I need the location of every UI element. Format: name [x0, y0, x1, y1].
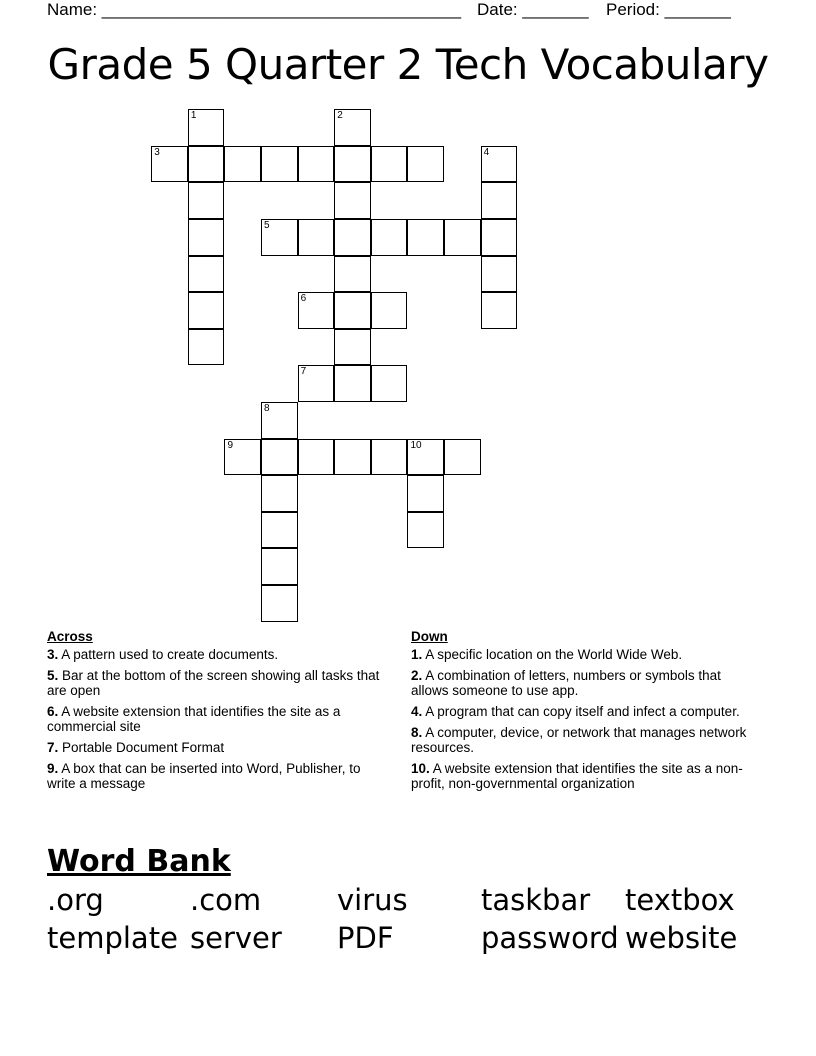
crossword-cell[interactable]	[261, 475, 298, 512]
date-field[interactable]: Date: _______	[477, 0, 589, 19]
crossword-cell[interactable]	[407, 475, 444, 512]
crossword-cell[interactable]	[407, 219, 444, 256]
crossword-cell[interactable]	[371, 219, 408, 256]
crossword-cell[interactable]	[188, 182, 225, 219]
crossword-cell[interactable]	[261, 402, 298, 439]
clue-number: 7	[300, 366, 307, 378]
down-clues	[411, 629, 761, 797]
crossword-cell[interactable]	[298, 146, 335, 183]
crossword-cell[interactable]	[298, 365, 335, 402]
clue-number: 10	[410, 439, 422, 451]
clue-number: 3	[154, 146, 160, 158]
crossword-cell[interactable]	[444, 219, 481, 256]
word-bank-word: password	[481, 921, 619, 955]
clue-item	[47, 740, 392, 755]
clue-text: A program that can copy itself and infect a computer.	[422, 704, 740, 719]
crossword-cell[interactable]	[407, 512, 444, 549]
crossword-cell[interactable]	[371, 292, 408, 329]
crossword-cell[interactable]	[481, 219, 518, 256]
clue-text: Portable Document Format	[58, 740, 225, 755]
clue-num: 2.	[411, 668, 423, 683]
crossword-cell[interactable]	[481, 146, 518, 183]
clue-number: 9	[227, 439, 233, 451]
crossword-cell[interactable]	[481, 292, 518, 329]
crossword-cell[interactable]	[481, 256, 518, 293]
clue-num: 8.	[411, 725, 423, 740]
down-heading: Down	[411, 629, 448, 644]
clue-num: 7.	[47, 740, 59, 755]
crossword-cell[interactable]	[298, 292, 335, 329]
crossword-cell[interactable]	[224, 439, 261, 476]
crossword-cell[interactable]	[261, 439, 298, 476]
page-title: Grade 5 Quarter 2 Tech Vocabulary	[47, 40, 769, 89]
crossword-cell[interactable]	[371, 439, 408, 476]
crossword-cell[interactable]	[407, 146, 444, 183]
clue-num: 1.	[411, 647, 423, 662]
clue-number: 5	[264, 220, 270, 232]
crossword-cell[interactable]	[481, 182, 518, 219]
crossword-cell[interactable]	[334, 182, 371, 219]
word-bank-word: .com	[190, 883, 262, 917]
clue-item	[411, 668, 761, 698]
crossword-cell[interactable]	[188, 292, 225, 329]
clue-number: 8	[264, 403, 270, 415]
clue-text: A computer, device, or network that manages network resources.	[411, 725, 747, 755]
crossword-cell[interactable]	[188, 329, 225, 366]
word-bank-word: PDF	[337, 921, 394, 955]
clue-item	[47, 668, 392, 698]
clue-item	[411, 761, 761, 791]
word-bank-word: .org	[47, 883, 104, 917]
clue-number: 4	[483, 146, 490, 158]
crossword-cell[interactable]	[334, 146, 371, 183]
crossword-cell[interactable]	[334, 109, 371, 146]
clue-item	[47, 761, 392, 791]
clue-num: 5.	[47, 668, 59, 683]
clue-item	[411, 725, 761, 755]
crossword-cell[interactable]	[334, 256, 371, 293]
across-clues	[47, 629, 392, 797]
clue-text: A combination of letters, numbers or symbols that allows someone to use app.	[411, 668, 721, 698]
word-bank-word: textbox	[625, 883, 735, 917]
crossword-cell[interactable]	[261, 585, 298, 622]
crossword-cell[interactable]	[407, 439, 444, 476]
clue-text: A website extension that identifies the site as a commercial site	[47, 704, 341, 734]
crossword-cell[interactable]	[261, 219, 298, 256]
clue-num: 10.	[411, 761, 430, 776]
word-bank-word: taskbar	[481, 883, 591, 917]
clue-number: 2	[337, 110, 343, 122]
crossword-cell[interactable]	[334, 439, 371, 476]
crossword-cell[interactable]	[298, 439, 335, 476]
clue-text: Bar at the bottom of the screen showing all tasks that are open	[47, 668, 380, 698]
period-field[interactable]: Period: _______	[606, 0, 731, 19]
crossword-cell[interactable]	[298, 219, 335, 256]
clue-text: A website extension that identifies the site as a non-profit, non-governmental organization	[411, 761, 743, 791]
crossword-cell[interactable]	[334, 219, 371, 256]
crossword-cell[interactable]	[188, 256, 225, 293]
clue-text: A specific location on the World Wide Web.	[422, 647, 683, 662]
word-bank-title: Word Bank	[47, 844, 231, 879]
clue-num: 4.	[411, 704, 423, 719]
clue-item	[47, 704, 392, 734]
word-bank-word: server	[190, 921, 282, 955]
crossword-cell[interactable]	[261, 146, 298, 183]
clue-num: 6.	[47, 704, 59, 719]
crossword-cell[interactable]	[188, 146, 225, 183]
crossword-cell[interactable]	[371, 365, 408, 402]
crossword-cell[interactable]	[334, 329, 371, 366]
crossword-cell[interactable]	[334, 365, 371, 402]
clue-item	[411, 704, 761, 719]
crossword-cell[interactable]	[261, 548, 298, 585]
clue-number: 1	[190, 110, 197, 122]
crossword-cell[interactable]	[261, 512, 298, 549]
clue-text: A box that can be inserted into Word, Publisher, to write a message	[47, 761, 361, 791]
crossword-cell[interactable]	[444, 439, 481, 476]
clue-text: A pattern used to create documents.	[58, 647, 279, 662]
name-field[interactable]: Name: ______________________________________	[47, 0, 462, 19]
clue-num: 9.	[47, 761, 59, 776]
crossword-cell[interactable]	[371, 146, 408, 183]
crossword-cell[interactable]	[188, 219, 225, 256]
word-bank-word: virus	[337, 883, 408, 917]
word-bank-word: template	[47, 921, 178, 955]
crossword-cell[interactable]	[151, 146, 188, 183]
clue-num: 3.	[47, 647, 59, 662]
crossword-cell[interactable]	[334, 292, 371, 329]
crossword-cell[interactable]	[188, 109, 225, 146]
clue-item	[47, 647, 392, 662]
across-heading: Across	[47, 629, 93, 644]
word-bank-word: website	[625, 921, 738, 955]
crossword-cell[interactable]	[224, 146, 261, 183]
clue-number: 6	[300, 293, 307, 305]
clue-item	[411, 647, 761, 662]
